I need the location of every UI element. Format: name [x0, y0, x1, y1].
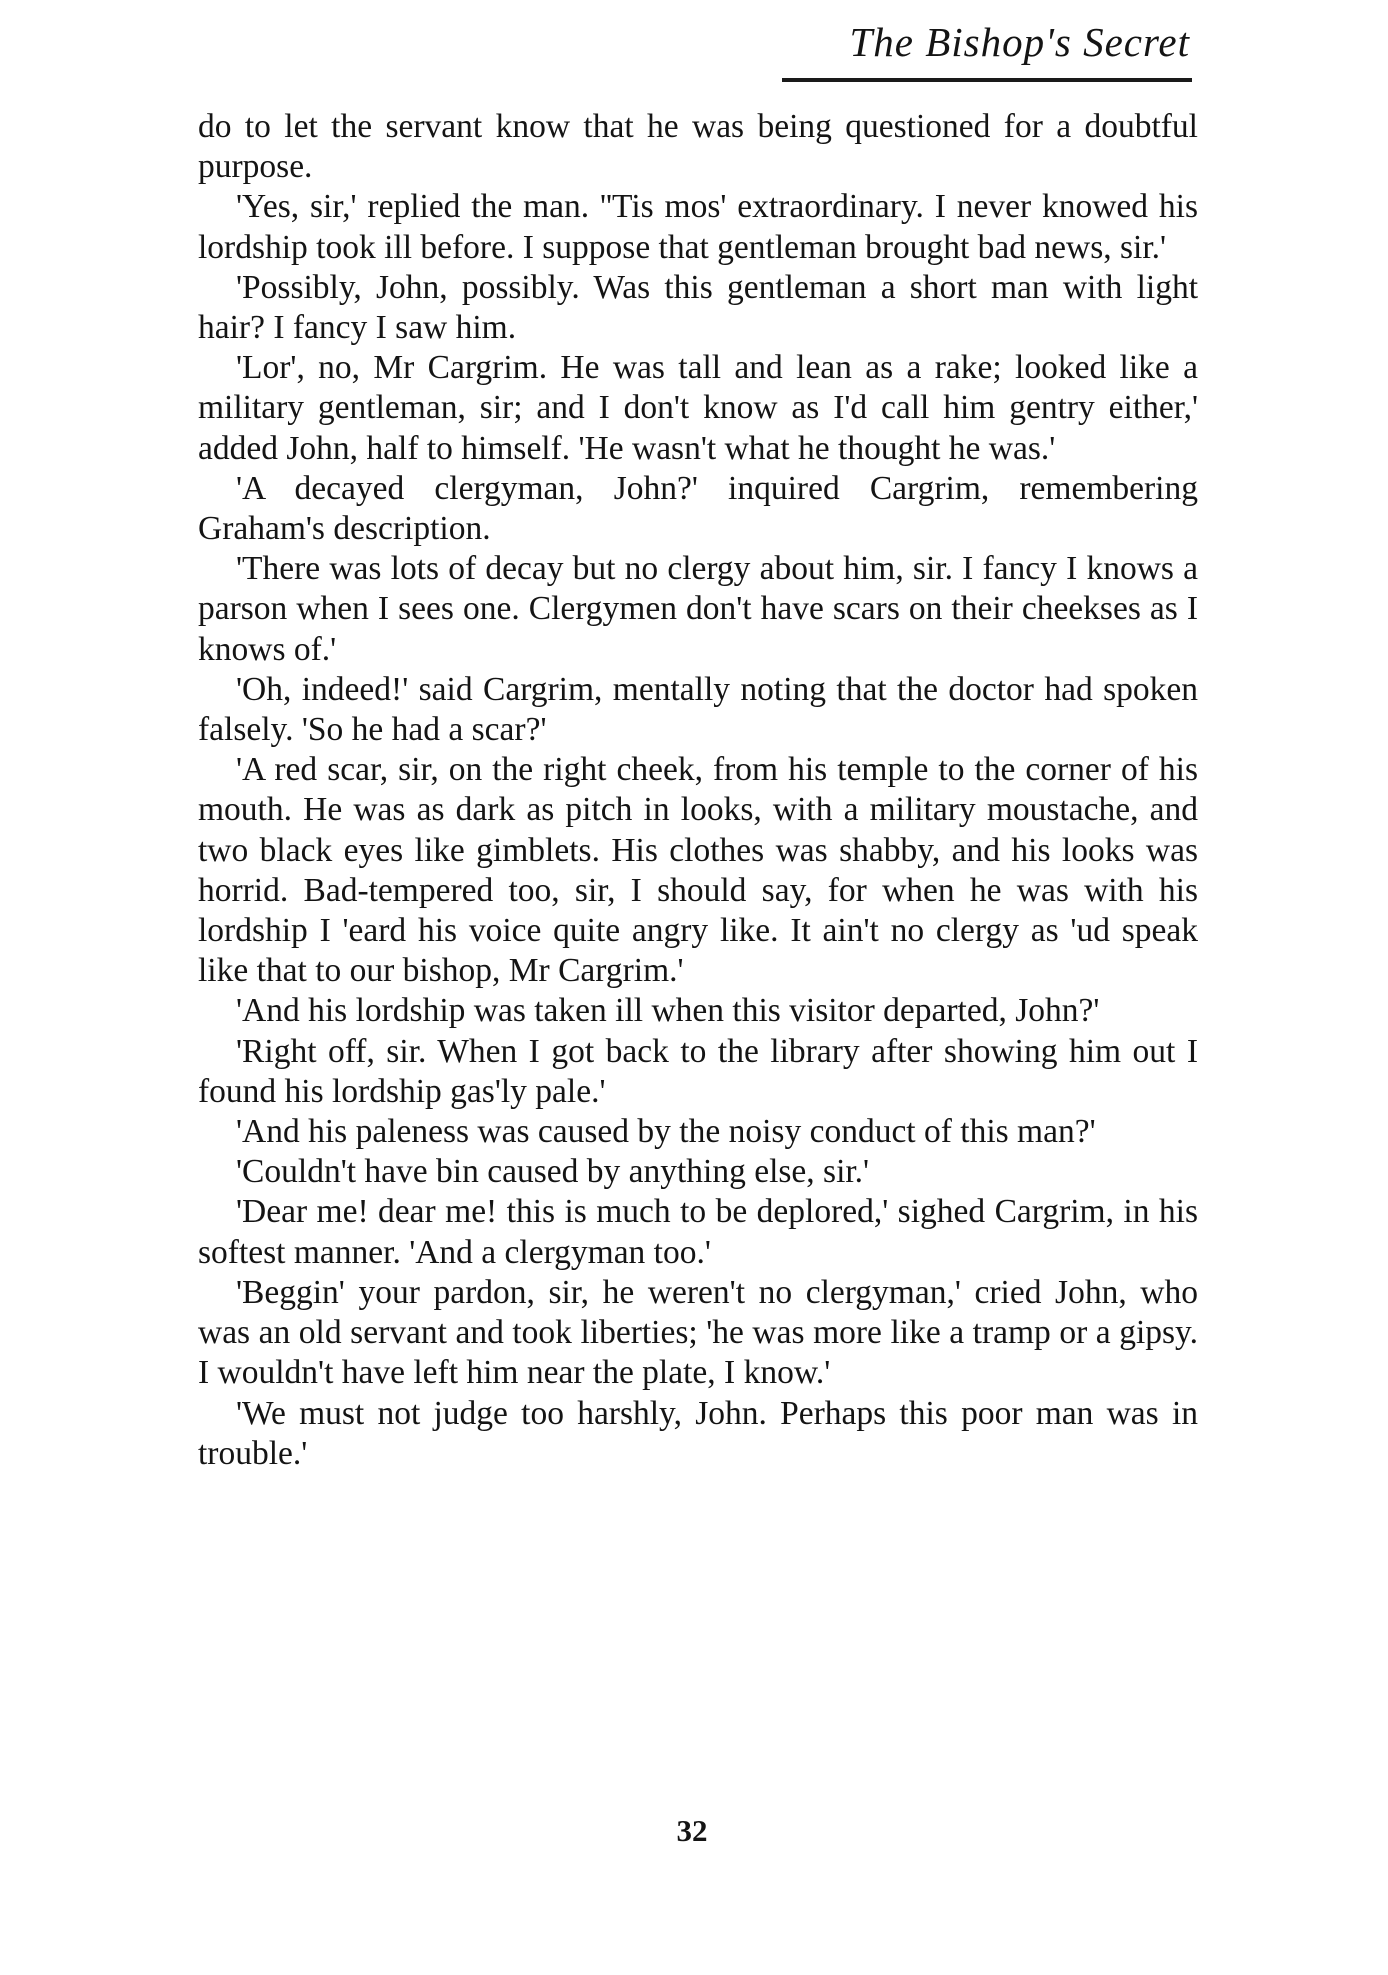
paragraph: 'And his paleness was caused by the noisy conduct of this man?'	[236, 1113, 1096, 1151]
paragraph: 'Possibly, John, possibly. Was this gentleman a short man with light hair? I fancy I saw him.	[198, 268, 1198, 347]
paragraph: 'There was lots of decay but no clergy about him, sir. I fancy I knows a parson when I sees one. Clergymen don't have scars on their cheekses as I knows of.'	[198, 550, 1198, 668]
paragraph: do to let the servant know that he was being questioned for a doubtful purpose.	[198, 108, 1198, 186]
paragraph: 'Oh, indeed!' said Cargrim, mentally noting that the doctor had spoken falsely. 'So he had a scar?'	[198, 670, 1198, 749]
paragraph: 'Dear me! dear me! this is much to be deplored,' sighed Cargrim, in his softest manner. 'And a clergyman too.'	[198, 1193, 1198, 1271]
page-number: 32	[676, 1813, 708, 1848]
paragraph: 'Couldn't have bin caused by anything else, sir.'	[236, 1153, 870, 1191]
paragraph: 'A decayed clergyman, John?' inquired Cargrim, remembering Graham's description.	[198, 469, 1198, 548]
paragraph: 'We must not judge too harshly, John. Perhaps this poor man was in trouble.'	[198, 1394, 1198, 1472]
paragraph: 'Yes, sir,' replied the man. ''Tis mos' extraordinary. I never knowed his lordship took ill before. I suppose that gentleman brought bad news, sir.'	[198, 188, 1198, 266]
header-rule	[782, 78, 1192, 82]
paragraph: 'And his lordship was taken ill when this visitor departed, John?'	[236, 992, 1100, 1030]
paragraph: 'A red scar, sir, on the right cheek, from his temple to the corner of his mouth. He was as dark as pitch in looks, with a military moustache, and two black eyes like gimblets. His clothes was shabby, and his looks was horrid. Bad-tempered too, sir, I should say, for when he was with his lordship I 'eard his voice quite angry like. It ain't no clergy as 'ud speak like that to our bishop, Mr Cargrim.'	[198, 751, 1198, 990]
paragraph: 'Right off, sir. When I got back to the library after showing him out I found his lordship gas'ly pale.'	[198, 1032, 1198, 1110]
body-text	[198, 107, 1198, 1474]
paragraph: 'Beggin' your pardon, sir, he weren't no clergyman,' cried John, who was an old servant and took liberties; 'he was more like a tramp or a gipsy. I wouldn't have left him near the plate, I know.'	[198, 1273, 1198, 1392]
running-head-title: The Bishop's Secret	[849, 19, 1190, 65]
paragraph: 'Lor', no, Mr Cargrim. He was tall and lean as a rake; looked like a military gentleman, sir; and I don't know as I'd call him gentry either,' added John, half to himself. 'He wasn't what he thought he was.'	[198, 349, 1198, 467]
